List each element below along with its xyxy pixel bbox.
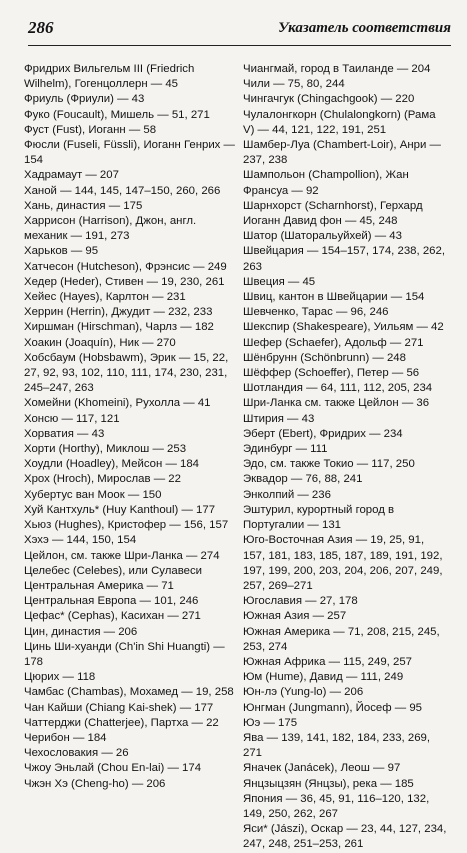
- index-entry: Чаттерджи (Chatterjee), Партха — 22: [24, 716, 219, 729]
- running-title: Указатель соответствия: [278, 20, 451, 36]
- index-entry: Хонсю — 117, 121: [24, 412, 120, 425]
- index-entry: Хейес (Hayes), Карлтон — 231: [24, 291, 186, 304]
- index-entry: Шатор (Шаторальуйхей) — 43: [243, 230, 402, 243]
- index-entry: Юго-Восточная Азия — 19, 25, 91, 157, 181, 183, 185, 187, 189, 191, 192, 197, 199, 200, 203, 204, 206, 207, 249, 257, 269–271: [243, 534, 446, 592]
- index-entry: Хрох (Hroch), Мирослав — 22: [24, 473, 181, 486]
- index-entry: Цефас* (Cephas), Касихан — 271: [24, 610, 201, 623]
- index-entry: Хань, династия — 175: [24, 199, 143, 212]
- index-entry: Чан Кайши (Chiang Kai-shek) — 177: [24, 701, 214, 714]
- index-entry: Цинь Ши-хуанди (Ch'in Shi Huangti) — 178: [24, 640, 228, 668]
- index-entry: Чжоу Эньлай (Chou En-lai) — 174: [24, 762, 202, 775]
- index-entry: Швейцария — 154–157, 174, 238, 262, 263: [243, 245, 449, 273]
- index-entry: Хуй Кантхуль* (Huy Kanthoul) — 177: [24, 503, 216, 516]
- index-entry: Чили — 75, 80, 244: [243, 78, 345, 91]
- index-entry: Хомейни (Khomeini), Рухолла — 41: [24, 397, 211, 410]
- page-header: [28, 14, 451, 42]
- index-entry: Шамбер-Луа (Chambert-Loir), Анри — 237, 238: [243, 139, 445, 167]
- index-column-left: [24, 62, 239, 792]
- index-entry: Шампольон (Champollion), Жан Франсуа — 92: [243, 169, 412, 197]
- index-entry: Хоудли (Hoadley), Мейсон — 184: [24, 458, 200, 471]
- index-entry: Шефер (Schaefer), Адольф — 271: [243, 336, 424, 349]
- index-entry: Южная Америка — 71, 208, 215, 245, 253, 274: [243, 625, 443, 653]
- index-entry: Хьюз (Hughes), Кристофер — 156, 157: [24, 519, 229, 532]
- index-entry: Фюсли (Fuseli, Füssli), Иоганн Генрих — 154: [24, 139, 239, 167]
- index-entry: Чулалонгкорн (Chulalongkorn) (Рама V) — 44, 121, 122, 191, 251: [243, 108, 439, 136]
- index-entry: Чехословакия — 26: [24, 747, 129, 760]
- index-entry: Хоакин (Joaquín), Ник — 270: [24, 336, 176, 349]
- index-entry: Шри-Ланка см. также Цейлон — 36: [243, 397, 430, 410]
- index-entry: Юм (Hume), Давид — 111, 249: [243, 671, 404, 684]
- index-entry: Фридрих Вильгельм III (Friedrich Wilhelm), Гогенцоллерн — 45: [24, 63, 198, 91]
- index-entry: Хадрамаут — 207: [24, 169, 119, 182]
- index-entry: Чингачгук (Chingachgook) — 220: [243, 93, 415, 106]
- page-number: 286: [28, 18, 54, 37]
- index-entry: Эштурил, курортный город в Португалии — 131: [243, 503, 398, 532]
- index-entry: Югославия — 27, 178: [243, 595, 358, 608]
- index-entry: Чамбас (Chambas), Мохамед — 19, 258: [24, 686, 234, 699]
- index-entry: Чиангмай, город в Таиланде — 204: [243, 63, 431, 75]
- index-entry: Янцзыцзян (Янцзы), река — 185: [243, 777, 414, 790]
- index-entry: Хобсбаум (Hobsbawm), Эрик — 15, 22, 27, 92, 93, 102, 110, 111, 174, 230, 231, 245–247, 263: [24, 351, 232, 395]
- index-entry: Шевченко, Тарас — 96, 246: [243, 306, 389, 319]
- index-entry: Яси* (Jászi), Оскар — 23, 44, 127, 234, 247, 248, 251–253, 261: [243, 823, 450, 851]
- index-entry: Центральная Америка — 71: [24, 579, 174, 592]
- index-entry: Чжэн Хэ (Cheng-ho) — 206: [24, 777, 166, 790]
- index-entry: Хатчесон (Hutcheson), Фрэнсис — 249: [24, 260, 227, 273]
- index-entry: Шёффер (Schoeffer), Петер — 56: [243, 367, 420, 380]
- index-entry: Хедер (Heder), Стивен — 19, 230, 261: [24, 275, 225, 288]
- index-entry: Харьков — 95: [24, 245, 99, 258]
- index-entry: Фриуль (Фриули) — 43: [24, 93, 145, 106]
- index-entry: Херрин (Herrin), Джудит — 232, 233: [24, 306, 213, 319]
- index-entry: Хиршман (Hirschman), Чарлз — 182: [24, 321, 214, 334]
- index-entry: Юн-лэ (Yung-lo) — 206: [243, 686, 364, 699]
- index-entry: Целебес (Celebes), или Сулавеси: [24, 564, 203, 577]
- index-entry: Цюрих — 118: [24, 671, 96, 684]
- index-entry: Швиц, кантон в Швейцарии — 154: [243, 291, 425, 304]
- index-entry: Шёнбрунн (Schönbrunn) — 248: [243, 351, 406, 364]
- index-entry: Эдо, см. также Токио — 117, 250: [243, 458, 415, 471]
- index-entry: Швеция — 45: [243, 275, 316, 288]
- index-entry: Шарнхорст (Scharnhorst), Герхард Иоганн Давид фон — 45, 248: [243, 199, 426, 228]
- index-entry: Южная Африка — 115, 249, 257: [243, 655, 412, 668]
- index-column-right: [243, 62, 449, 853]
- header-rule: [28, 45, 451, 46]
- index-entry: Фуст (Fust), Иоганн — 58: [24, 123, 157, 136]
- index-entry: Эквадор — 76, 88, 241: [243, 473, 363, 486]
- index-entry: Янaчек (Janácek), Леош — 97: [243, 762, 401, 775]
- index-entry: Цейлон, см. также Шри-Ланка — 274: [24, 549, 220, 562]
- index-entry: Хубертус ван Моок — 150: [24, 488, 162, 501]
- index-entry: Шотландия — 64, 111, 112, 205, 234: [243, 382, 433, 395]
- index-entry: Южная Азия — 257: [243, 610, 347, 623]
- index-entry: Хорватия — 43: [24, 427, 105, 440]
- index-entry: Фуко (Foucault), Мишель — 51, 271: [24, 108, 210, 121]
- index-entry: Юнгман (Jungmann), Йосеф — 95: [243, 701, 422, 714]
- index-entry: Цин, династия — 206: [24, 625, 138, 638]
- index-entry: Шекспир (Shakespeare), Уильям — 42: [243, 321, 444, 334]
- index-entry: Центральная Европа — 101, 246: [24, 595, 199, 608]
- index-entry: Япония — 36, 45, 91, 116–120, 132, 149, 250, 262, 267: [243, 792, 433, 820]
- index-entry: Харрисон (Harrison), Джон, англ. механик — 191, 273: [24, 215, 200, 243]
- index-entry: Черибон — 184: [24, 731, 107, 744]
- index-entry: Хэхэ — 144, 150, 154: [24, 534, 137, 547]
- index-entry: Штирия — 43: [243, 412, 315, 425]
- index-entry: Ява — 139, 141, 182, 184, 233, 269, 271: [243, 731, 434, 760]
- index-entry: Ханой — 144, 145, 147–150, 260, 266: [24, 184, 221, 197]
- index-entry: Эберт (Ebert), Фридрих — 234: [243, 427, 403, 440]
- index-entry: Хорти (Horthy), Миклош — 253: [24, 443, 187, 456]
- index-entry: Эдинбург — 111: [243, 443, 328, 456]
- index-entry: Юэ — 175: [243, 716, 298, 729]
- index-entry: Энколпий — 236: [243, 488, 331, 501]
